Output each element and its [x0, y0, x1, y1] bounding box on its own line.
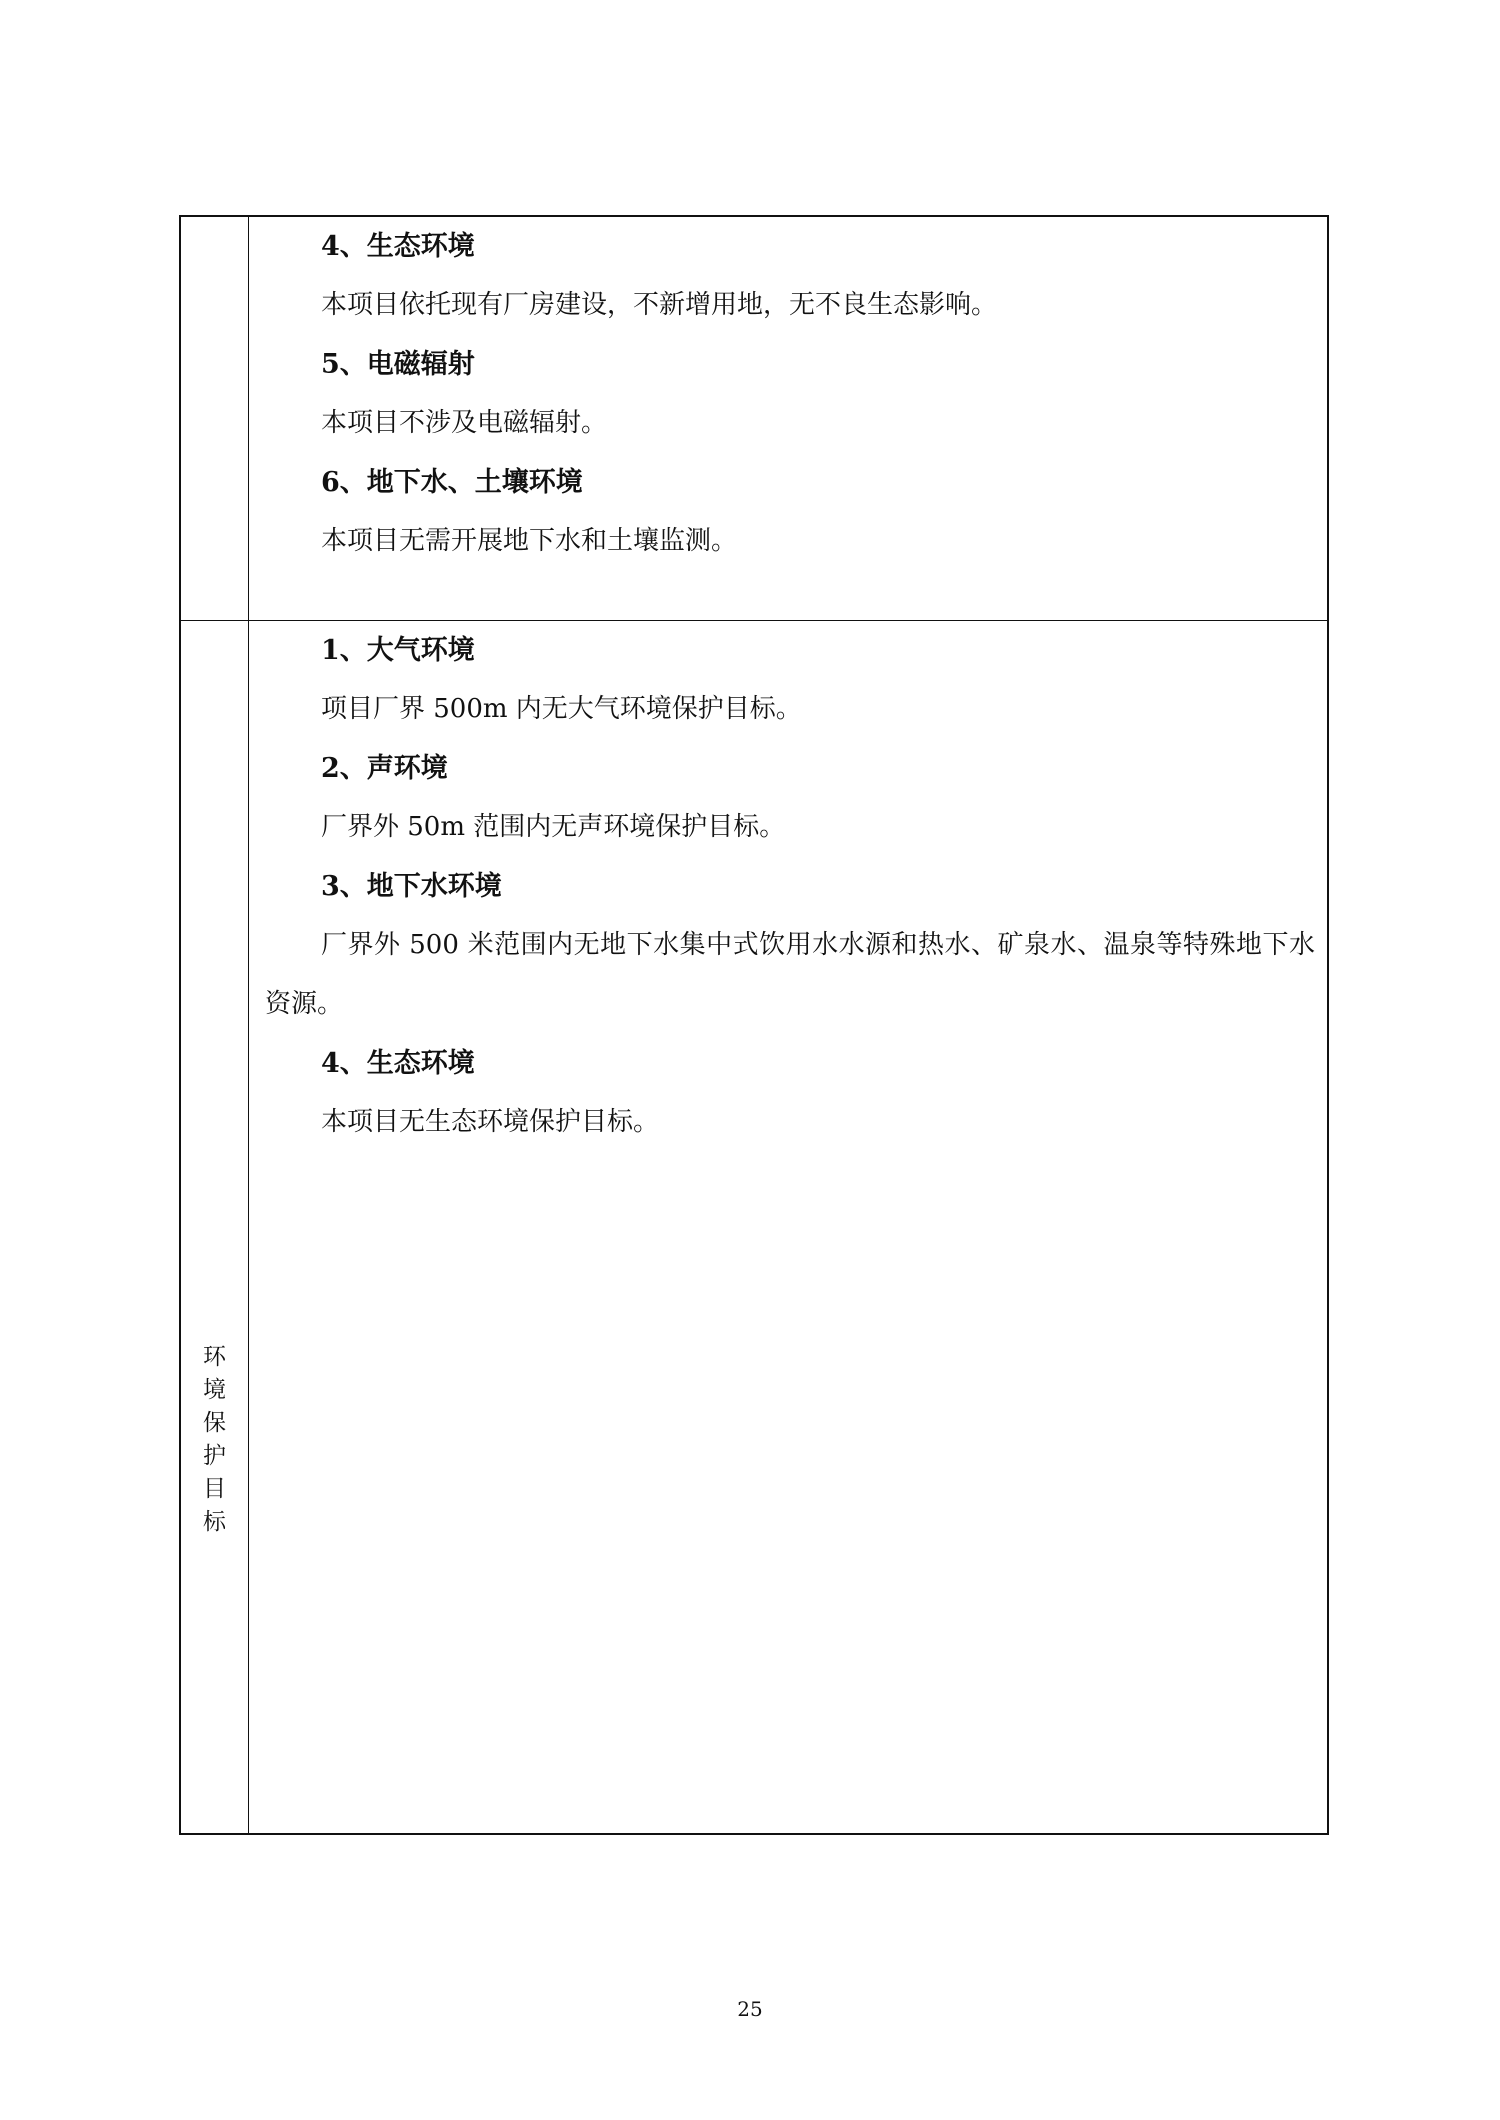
- row-label-cell: [181, 217, 249, 620]
- section-text-electromagnetic: 本项目不涉及电磁辐射。: [321, 408, 608, 438]
- row-label-protection-targets: [181, 1341, 248, 1539]
- section-text-acoustic: 厂界外 50m 范围内无声环境保护目标。: [321, 812, 786, 842]
- section-text-atmosphere: 项目厂界 500m 内无大气环境保护目标。: [321, 694, 802, 724]
- document-table: [179, 215, 1329, 1835]
- row-content-cell: [250, 217, 1327, 620]
- section-heading-groundwater: 3、地下水环境: [321, 871, 502, 902]
- section-text-ecology-targets: 本项目无生态环境保护目标。: [321, 1107, 660, 1137]
- table-row-monitoring: [181, 217, 1327, 621]
- section-text-groundwater-soil: 本项目无需开展地下水和土壤监测。: [321, 526, 738, 556]
- section-text-ecology: 本项目依托现有厂房建设，不新增用地，无不良生态影响。: [321, 290, 998, 320]
- section-heading-acoustic: 2、声环境: [321, 753, 448, 784]
- row-content-cell: [250, 621, 1327, 1833]
- page-number: 25: [737, 1997, 763, 2021]
- label-char: 境: [203, 1377, 226, 1403]
- section-heading-ecology: 4、生态环境: [321, 231, 475, 262]
- section-heading-atmosphere: 1、大气环境: [321, 635, 475, 666]
- section-text-groundwater: 厂界外 500 米范围内无地下水集中式饮用水水源和热水、矿泉水、温泉等特殊地下水资源。: [265, 930, 1315, 1019]
- section-heading-electromagnetic: 5、电磁辐射: [321, 349, 475, 380]
- label-char: 目: [203, 1476, 226, 1502]
- label-char: 环: [203, 1344, 226, 1370]
- table-row-protection-targets: [181, 621, 1327, 1833]
- label-char: 标: [203, 1509, 226, 1535]
- section-heading-groundwater-soil: 6、地下水、土壤环境: [321, 467, 583, 498]
- label-char: 护: [203, 1443, 226, 1469]
- section-heading-ecology-targets: 4、生态环境: [321, 1048, 475, 1079]
- label-char: 保: [203, 1410, 226, 1436]
- row-label-cell: [181, 621, 249, 1833]
